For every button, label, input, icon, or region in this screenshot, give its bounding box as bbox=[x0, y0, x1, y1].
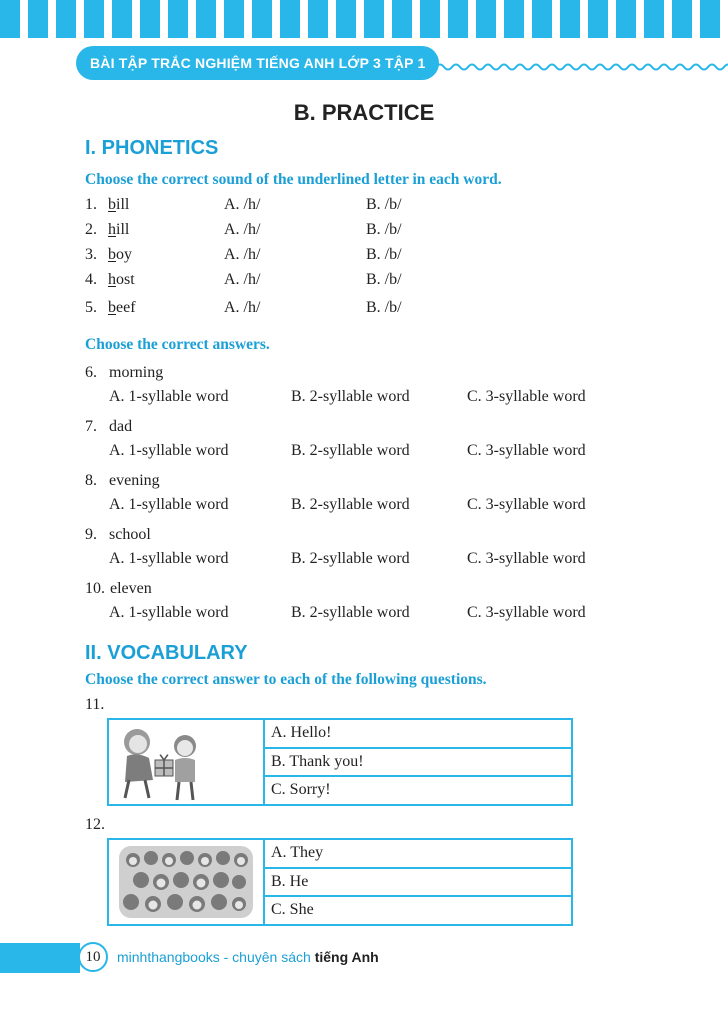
underlined-letter: b bbox=[108, 299, 116, 316]
question-number: 11. bbox=[85, 696, 105, 713]
question-number: 6. bbox=[85, 364, 97, 381]
header-wave-decoration bbox=[436, 60, 728, 74]
question-number: 3. bbox=[85, 246, 97, 263]
book-title-banner: BÀI TẬP TRẮC NGHIỆM TIẾNG ANH LỚP 3 TẬP 1 bbox=[76, 46, 439, 80]
answer-options bbox=[265, 840, 571, 924]
question-number: 8. bbox=[85, 472, 97, 489]
option-c: C. 3-syllable word bbox=[467, 550, 586, 567]
footer-brand bbox=[117, 949, 379, 965]
answer-options bbox=[265, 720, 571, 804]
question-number: 4. bbox=[85, 271, 97, 288]
question-12-table bbox=[107, 838, 573, 926]
option-b: B. 2-syllable word bbox=[291, 550, 410, 567]
option-a: A. 1-syllable word bbox=[109, 442, 229, 459]
question-number: 1. bbox=[85, 196, 97, 213]
option-b: B. /b/ bbox=[366, 246, 402, 263]
question-word bbox=[108, 271, 135, 289]
footer-brand-bold: tiếng Anh bbox=[314, 949, 379, 965]
question-word: dad bbox=[109, 418, 133, 435]
option-b: B. 2-syllable word bbox=[291, 388, 410, 405]
question-word: school bbox=[109, 526, 151, 543]
answer-option-b[interactable]: B. Thank you! bbox=[265, 749, 571, 778]
footer-bar bbox=[0, 943, 80, 973]
option-a: A. 1-syllable word bbox=[109, 550, 229, 567]
option-b: B. /b/ bbox=[366, 299, 402, 316]
answer-option-c[interactable]: C. She bbox=[271, 901, 314, 919]
question-word: evening bbox=[109, 472, 160, 489]
question-number: 12. bbox=[85, 816, 105, 833]
page-number: 10 bbox=[78, 942, 108, 972]
option-a: A. /h/ bbox=[224, 196, 261, 213]
option-b: B. /b/ bbox=[366, 221, 402, 238]
gift-giving-illustration bbox=[109, 720, 265, 804]
option-b: B. 2-syllable word bbox=[291, 442, 410, 459]
word-rest: oy bbox=[116, 246, 132, 263]
option-b: B. 2-syllable word bbox=[291, 496, 410, 513]
option-c: C. 3-syllable word bbox=[467, 442, 586, 459]
option-b: B. /b/ bbox=[366, 196, 402, 213]
question-11-table bbox=[107, 718, 573, 806]
crowd-image bbox=[109, 840, 265, 924]
word-rest: ost bbox=[116, 271, 135, 288]
option-a: A. 1-syllable word bbox=[109, 604, 229, 621]
question-word bbox=[108, 196, 129, 214]
underlined-letter: b bbox=[108, 246, 116, 263]
question-word bbox=[108, 221, 129, 239]
syllable-instruction: Choose the correct answers. bbox=[85, 336, 270, 353]
underlined-letter: h bbox=[108, 221, 116, 238]
crowd-illustration bbox=[109, 840, 265, 924]
underlined-letter: h bbox=[108, 271, 116, 288]
underlined-letter: b bbox=[108, 196, 116, 213]
section-title: B. PRACTICE bbox=[293, 100, 435, 125]
vocabulary-instruction: Choose the correct answer to each of the following questions. bbox=[85, 671, 487, 688]
question-number: 2. bbox=[85, 221, 97, 238]
option-a: A. /h/ bbox=[224, 271, 261, 288]
option-c: C. 3-syllable word bbox=[467, 604, 586, 621]
answer-option-a[interactable]: A. Hello! bbox=[265, 720, 571, 749]
question-number: 9. bbox=[85, 526, 97, 543]
top-stripe-border bbox=[0, 0, 728, 38]
question-word: morning bbox=[109, 364, 164, 381]
question-number: 5. bbox=[85, 299, 97, 316]
option-b: B. 2-syllable word bbox=[291, 604, 410, 621]
phonetics-heading: I. PHONETICS bbox=[85, 137, 219, 159]
option-c: C. 3-syllable word bbox=[467, 496, 586, 513]
answer-option-a[interactable]: A. They bbox=[265, 840, 571, 869]
option-a: A. /h/ bbox=[224, 299, 261, 316]
vocabulary-heading: II. VOCABULARY bbox=[85, 642, 248, 664]
question-number: 10. bbox=[85, 580, 105, 597]
word-rest: eef bbox=[116, 299, 136, 316]
phonetics-instruction: Choose the correct sound of the underlined letter in each word. bbox=[85, 171, 502, 188]
option-c: C. 3-syllable word bbox=[467, 388, 586, 405]
question-word: eleven bbox=[110, 580, 152, 597]
option-a: A. 1-syllable word bbox=[109, 388, 229, 405]
option-b: B. /b/ bbox=[366, 271, 402, 288]
option-a: A. /h/ bbox=[224, 246, 261, 263]
answer-option-c[interactable]: C. Sorry! bbox=[271, 781, 331, 799]
question-word bbox=[108, 246, 132, 264]
option-a: A. 1-syllable word bbox=[109, 496, 229, 513]
word-rest: ill bbox=[116, 221, 130, 238]
question-number: 7. bbox=[85, 418, 97, 435]
question-word bbox=[108, 299, 136, 317]
option-a: A. /h/ bbox=[224, 221, 261, 238]
word-rest: ill bbox=[116, 196, 130, 213]
footer-brand-text: minhthangbooks - chuyên sách bbox=[117, 949, 315, 965]
kids-gift-image bbox=[109, 720, 265, 804]
answer-option-b[interactable]: B. He bbox=[265, 869, 571, 898]
